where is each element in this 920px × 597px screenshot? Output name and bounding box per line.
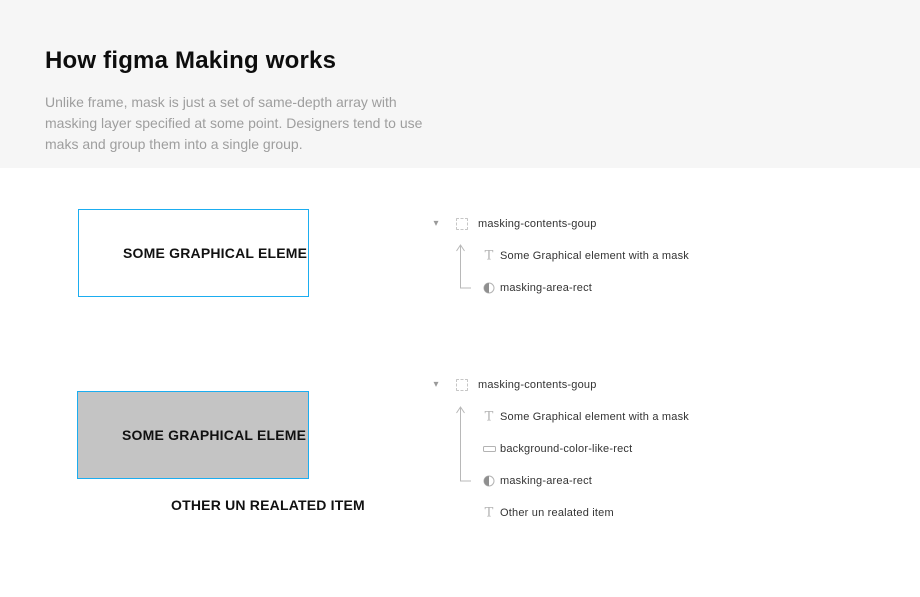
- unrelated-item-text: OTHER UN REALATED ITEM: [171, 497, 365, 513]
- masked-text-2: SOME GRAPHICAL ELEME: [122, 427, 307, 443]
- layer-row-group-2[interactable]: [430, 369, 750, 401]
- layer-row-rect-2[interactable]: [430, 433, 750, 465]
- mask-scope-arrow: [450, 403, 476, 485]
- layer-label: Some Graphical element with a mask: [500, 250, 689, 262]
- rectangle-layer-icon: [483, 446, 496, 452]
- disclosure-triangle-icon[interactable]: ▾: [433, 218, 439, 229]
- header-section: [0, 0, 920, 168]
- masked-rect-canvas-2[interactable]: [77, 391, 309, 479]
- layer-label: Other un realated item: [500, 507, 614, 519]
- layer-label: masking-area-rect: [500, 282, 593, 294]
- group-icon: [456, 218, 468, 230]
- text-layer-icon: T: [484, 248, 494, 264]
- mask-layer-icon: [483, 282, 495, 294]
- layer-row-text-2[interactable]: [430, 401, 750, 433]
- page-title: How figma Making works: [45, 47, 337, 74]
- layer-label: Some Graphical element with a mask: [500, 411, 689, 423]
- text-layer-icon: T: [484, 505, 494, 521]
- disclosure-triangle-icon[interactable]: ▾: [433, 379, 439, 390]
- layer-label: background-color-like-rect: [500, 443, 633, 455]
- layer-label: masking-area-rect: [500, 475, 593, 487]
- layer-label: masking-contents-goup: [478, 218, 597, 230]
- layer-label: masking-contents-goup: [478, 379, 597, 391]
- description-line: maks and group them into a single group.: [45, 136, 303, 152]
- layer-row-text-1[interactable]: [430, 240, 750, 272]
- layer-row-mask-2[interactable]: [430, 465, 750, 497]
- masked-rect-canvas-1[interactable]: [78, 209, 309, 297]
- description-line: Unlike frame, mask is just a set of same-depth array with: [45, 94, 397, 110]
- mask-scope-arrow: [450, 242, 476, 292]
- description-line: masking layer specified at some point. Designers tend to use: [45, 115, 423, 131]
- mask-layer-icon: [483, 475, 495, 487]
- masked-text-1: SOME GRAPHICAL ELEME: [123, 245, 308, 261]
- layer-row-group-1[interactable]: [430, 208, 750, 240]
- text-layer-icon: T: [484, 409, 494, 425]
- layer-row-text-3[interactable]: [430, 497, 750, 529]
- group-icon: [456, 379, 468, 391]
- layer-row-mask-1[interactable]: [430, 272, 750, 304]
- page-description: [45, 92, 422, 155]
